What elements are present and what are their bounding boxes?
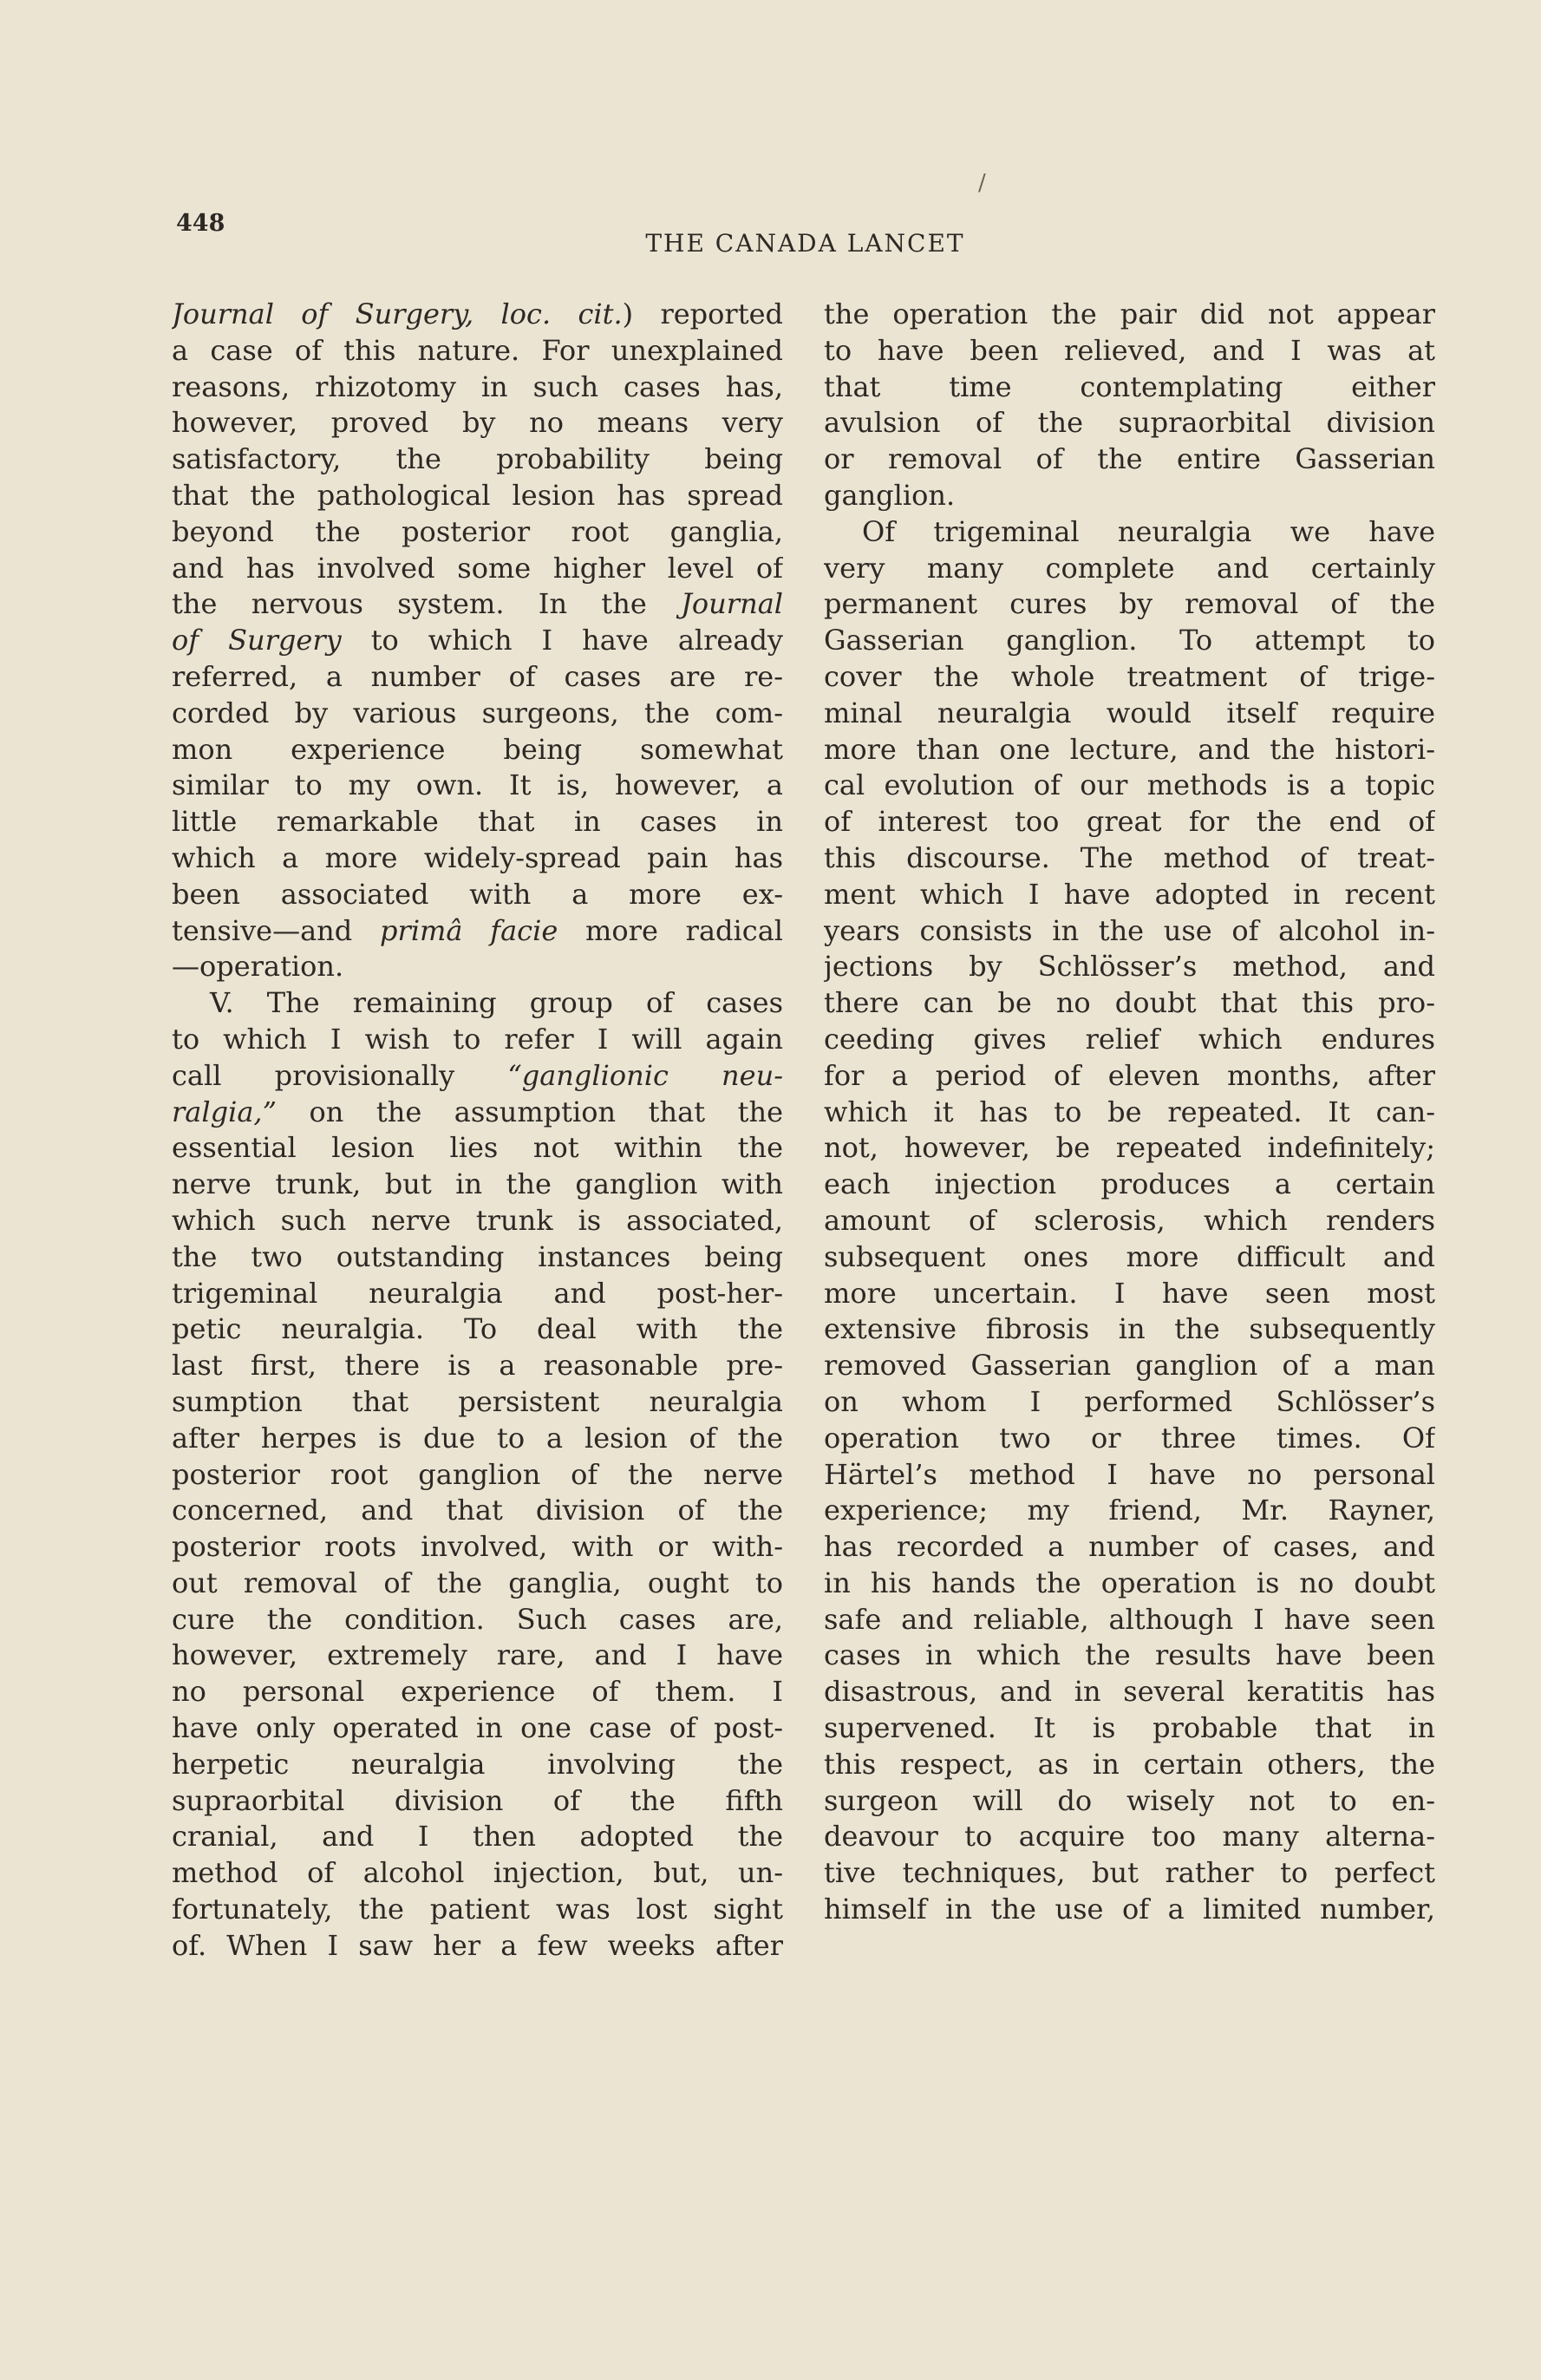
- text-run: years consists in the use of alcohol in-: [824, 913, 1435, 947]
- text-run: cases in which the results have been: [824, 1638, 1435, 1672]
- text-line: [824, 1276, 1435, 1312]
- text-line: [172, 623, 783, 659]
- running-head: THE CANADA LANCET: [645, 229, 965, 258]
- text-run: V. The remaining group of cases: [210, 986, 783, 1020]
- text-run: the nervous system. In the: [172, 587, 682, 621]
- text-line: [172, 949, 783, 985]
- text-run: surgeon will do wisely not to en-: [824, 1783, 1435, 1817]
- text-run: tensive—and: [172, 913, 381, 947]
- text-line: [172, 804, 783, 840]
- text-run: however, proved by no means very: [172, 406, 783, 440]
- text-line: [172, 1892, 783, 1928]
- text-run: ment which I have adopted in recent: [824, 877, 1435, 911]
- text-line: [172, 840, 783, 877]
- text-line: [172, 1421, 783, 1457]
- text-line: [172, 877, 783, 913]
- text-run: out removal of the ganglia, ought to: [172, 1566, 783, 1599]
- text-run: sumption that persistent neuralgia: [172, 1384, 783, 1418]
- text-line: [172, 478, 783, 514]
- text-run: last first, there is a reasonable pre-: [172, 1349, 783, 1383]
- text-run: avulsion of the supraorbital division: [824, 406, 1435, 440]
- text-run: nerve trunk, but in the ganglion with: [172, 1167, 783, 1201]
- text-line: [824, 659, 1435, 696]
- text-run: call provisionally: [172, 1058, 508, 1092]
- text-run: similar to my own. It is, however, a: [172, 768, 783, 802]
- text-line: [172, 1928, 783, 1965]
- text-run: have only operated in one case of post-: [172, 1711, 783, 1745]
- text-run: the two outstanding instances being: [172, 1239, 783, 1273]
- italic-text: Journal: [681, 587, 783, 621]
- text-line: [824, 732, 1435, 768]
- text-run: Of trigeminal neuralgia we have: [862, 514, 1435, 548]
- text-run: reasons, rhizotomy in such cases has,: [172, 369, 783, 403]
- text-run: on the assumption that the: [276, 1095, 783, 1128]
- text-run: cranial, and I then adopted the: [172, 1820, 783, 1854]
- text-run: ceeding gives relief which endures: [824, 1022, 1435, 1056]
- text-run: the operation the pair did not appear: [824, 298, 1435, 330]
- text-run: herpetic neuralgia involving the: [172, 1747, 783, 1781]
- text-run: however, extremely rare, and I have: [172, 1638, 783, 1672]
- text-run: corded by various surgeons, the com-: [172, 696, 783, 729]
- text-run: after herpes is due to a lesion of the: [172, 1421, 783, 1455]
- text-run: minal neuralgia would itself require: [824, 696, 1435, 729]
- text-run: supervened. It is probable that in: [824, 1711, 1435, 1745]
- text-line: [172, 1529, 783, 1566]
- text-line: [172, 586, 783, 623]
- text-run: essential lesion lies not within the: [172, 1131, 783, 1165]
- italic-text: “ganglionic neu-: [507, 1058, 783, 1092]
- text-line: [172, 514, 783, 551]
- text-line: [824, 913, 1435, 950]
- italic-text: Journal of Surgery, loc. cit.: [172, 298, 623, 330]
- text-run: that the pathological lesion has spread: [172, 478, 783, 512]
- text-run: there can be no doubt that this pro-: [824, 986, 1435, 1020]
- text-run: more uncertain. I have seen most: [824, 1276, 1435, 1310]
- text-line: [172, 369, 783, 406]
- text-run: which a more widely-spread pain has: [172, 840, 783, 874]
- left-column: [172, 297, 783, 1965]
- text-line: [172, 1602, 783, 1638]
- text-run: trigeminal neuralgia and post-her-: [172, 1276, 783, 1310]
- text-line: [172, 1855, 783, 1892]
- text-line: [824, 623, 1435, 659]
- text-run: more than one lecture, and the histori-: [824, 732, 1435, 766]
- text-line: [172, 1130, 783, 1167]
- text-run: concerned, and that division of the: [172, 1494, 783, 1527]
- text-run: this respect, as in certain others, the: [824, 1747, 1435, 1781]
- text-run: of. When I saw her a few weeks after: [172, 1928, 783, 1962]
- text-run: very many complete and certainly: [824, 551, 1435, 585]
- text-line: [172, 1167, 783, 1203]
- text-run: posterior root ganglion of the nerve: [172, 1457, 783, 1491]
- text-run: which such nerve trunk is associated,: [172, 1203, 783, 1237]
- text-run: ) reported: [622, 298, 783, 330]
- text-line: [824, 1348, 1435, 1384]
- text-run: fortunately, the patient was lost sight: [172, 1893, 783, 1926]
- text-line: [824, 369, 1435, 406]
- text-line: [824, 333, 1435, 369]
- text-line: [172, 551, 783, 587]
- text-line: [824, 1855, 1435, 1892]
- text-line: [172, 1747, 783, 1783]
- text-run: deavour to acquire too many alterna-: [824, 1820, 1435, 1854]
- text-line: [824, 1239, 1435, 1276]
- text-run: experience; my friend, Mr. Rayner,: [824, 1494, 1435, 1527]
- text-line: [824, 1022, 1435, 1058]
- text-line: [172, 1493, 783, 1529]
- text-line: [824, 1130, 1435, 1167]
- text-run: this discourse. The method of treat-: [824, 840, 1435, 874]
- text-line: [172, 1058, 783, 1095]
- text-line: [824, 1710, 1435, 1747]
- text-run: Härtel’s method I have no personal: [824, 1457, 1435, 1491]
- text-run: in his hands the operation is no doubt: [824, 1566, 1435, 1599]
- text-run: amount of sclerosis, which renders: [824, 1203, 1435, 1237]
- text-run: tive techniques, but rather to perfect: [824, 1856, 1435, 1890]
- text-run: supraorbital division of the fifth: [172, 1783, 783, 1817]
- text-run: permanent cures by removal of the: [824, 587, 1435, 621]
- text-run: mon experience being somewhat: [172, 732, 783, 766]
- text-run: to which I wish to refer I will again: [172, 1022, 783, 1056]
- text-line: [824, 1384, 1435, 1421]
- text-run: referred, a number of cases are re-: [172, 659, 783, 693]
- text-line: [172, 696, 783, 732]
- text-line: [172, 1384, 783, 1421]
- text-run: more radical: [558, 913, 783, 947]
- text-line: [824, 1493, 1435, 1529]
- text-line: [172, 333, 783, 369]
- text-line: [824, 1566, 1435, 1602]
- page-number: 448: [176, 210, 225, 237]
- text-line: [172, 732, 783, 768]
- text-line: [824, 877, 1435, 913]
- text-line: [824, 1819, 1435, 1855]
- text-run: or removal of the entire Gasserian: [824, 442, 1435, 476]
- text-line: [824, 405, 1435, 441]
- text-line: [824, 1167, 1435, 1203]
- text-line: [824, 1783, 1435, 1820]
- text-line: [824, 1203, 1435, 1239]
- text-run: Gasserian ganglion. To attempt to: [824, 624, 1435, 657]
- text-line: [172, 1203, 783, 1239]
- text-line: [172, 1311, 783, 1348]
- text-line: [172, 1239, 783, 1276]
- text-run: disastrous, and in several keratitis has: [824, 1675, 1435, 1709]
- text-line: [824, 1747, 1435, 1783]
- text-run: to have been relieved, and I was at: [824, 333, 1435, 367]
- text-run: for a period of eleven months, after: [824, 1058, 1435, 1092]
- text-run: petic neuralgia. To deal with the: [172, 1312, 783, 1346]
- text-line: [824, 949, 1435, 985]
- text-line: [824, 696, 1435, 732]
- text-line: [824, 478, 1435, 514]
- text-run: removed Gasserian ganglion of a man: [824, 1349, 1435, 1383]
- text-run: method of alcohol injection, but, un-: [172, 1856, 783, 1890]
- text-line: [824, 1311, 1435, 1348]
- text-line: [172, 1783, 783, 1820]
- text-run: and has involved some higher level of: [172, 551, 783, 585]
- ink-mark: /: [978, 170, 986, 196]
- text-run: operation two or three times. Of: [824, 1421, 1435, 1455]
- text-line: [824, 1892, 1435, 1928]
- text-run: on whom I performed Schlösser’s: [824, 1384, 1435, 1418]
- text-line: [172, 297, 783, 333]
- text-line: [824, 514, 1435, 551]
- text-line: [824, 1638, 1435, 1674]
- text-run: has recorded a number of cases, and: [824, 1530, 1435, 1564]
- text-run: posterior roots involved, with or with-: [172, 1530, 783, 1564]
- text-run: subsequent ones more difficult and: [824, 1239, 1435, 1273]
- text-run: a case of this nature. For unexplained: [172, 333, 783, 367]
- right-column: [824, 297, 1435, 1928]
- text-line: [824, 551, 1435, 587]
- text-line: [172, 1819, 783, 1855]
- text-run: beyond the posterior root ganglia,: [172, 514, 783, 548]
- text-run: to which I have already: [341, 624, 783, 657]
- text-line: [172, 405, 783, 441]
- text-run: cover the whole treatment of trige-: [824, 659, 1435, 693]
- text-run: ganglion.: [824, 478, 956, 512]
- text-line: [824, 1602, 1435, 1638]
- text-line: [172, 1348, 783, 1384]
- text-line: [172, 1674, 783, 1710]
- text-line: [824, 1421, 1435, 1457]
- text-run: each injection produces a certain: [824, 1167, 1435, 1201]
- text-line: [824, 586, 1435, 623]
- text-line: [824, 297, 1435, 333]
- text-line: [172, 1095, 783, 1131]
- text-run: —operation.: [172, 950, 344, 984]
- text-line: [172, 1566, 783, 1602]
- text-run: that time contemplating either: [824, 369, 1435, 403]
- text-line: [172, 985, 783, 1022]
- text-line: [824, 441, 1435, 478]
- text-line: [172, 659, 783, 696]
- text-run: which it has to be repeated. It can-: [824, 1095, 1435, 1128]
- text-line: [172, 1638, 783, 1674]
- text-run: safe and reliable, although I have seen: [824, 1602, 1435, 1636]
- text-run: not, however, be repeated indefinitely;: [824, 1131, 1435, 1165]
- text-line: [824, 985, 1435, 1022]
- text-line: [824, 768, 1435, 804]
- text-line: [824, 804, 1435, 840]
- text-line: [824, 1095, 1435, 1131]
- text-run: extensive fibrosis in the subsequently: [824, 1312, 1435, 1346]
- text-run: cure the condition. Such cases are,: [172, 1602, 783, 1636]
- text-line: [824, 840, 1435, 877]
- text-run: no personal experience of them. I: [172, 1675, 783, 1709]
- text-line: [824, 1674, 1435, 1710]
- text-run: jections by Schlösser’s method, and: [824, 950, 1435, 984]
- text-run: been associated with a more ex-: [172, 877, 783, 911]
- text-run: himself in the use of a limited number,: [824, 1893, 1435, 1926]
- text-line: [824, 1529, 1435, 1566]
- italic-text: primâ facie: [380, 913, 558, 947]
- italic-text: of Surgery: [172, 624, 342, 657]
- text-line: [824, 1058, 1435, 1095]
- text-run: little remarkable that in cases in: [172, 805, 783, 839]
- text-line: [172, 441, 783, 478]
- text-line: [172, 1457, 783, 1494]
- text-run: satisfactory, the probability being: [172, 442, 783, 476]
- text-line: [172, 1710, 783, 1747]
- text-run: of interest too great for the end of: [824, 805, 1435, 839]
- text-line: [172, 913, 783, 950]
- text-line: [824, 1457, 1435, 1494]
- text-line: [172, 768, 783, 804]
- italic-text: ralgia,”: [172, 1095, 277, 1128]
- text-line: [172, 1276, 783, 1312]
- text-line: [172, 1022, 783, 1058]
- text-run: cal evolution of our methods is a topic: [824, 768, 1435, 802]
